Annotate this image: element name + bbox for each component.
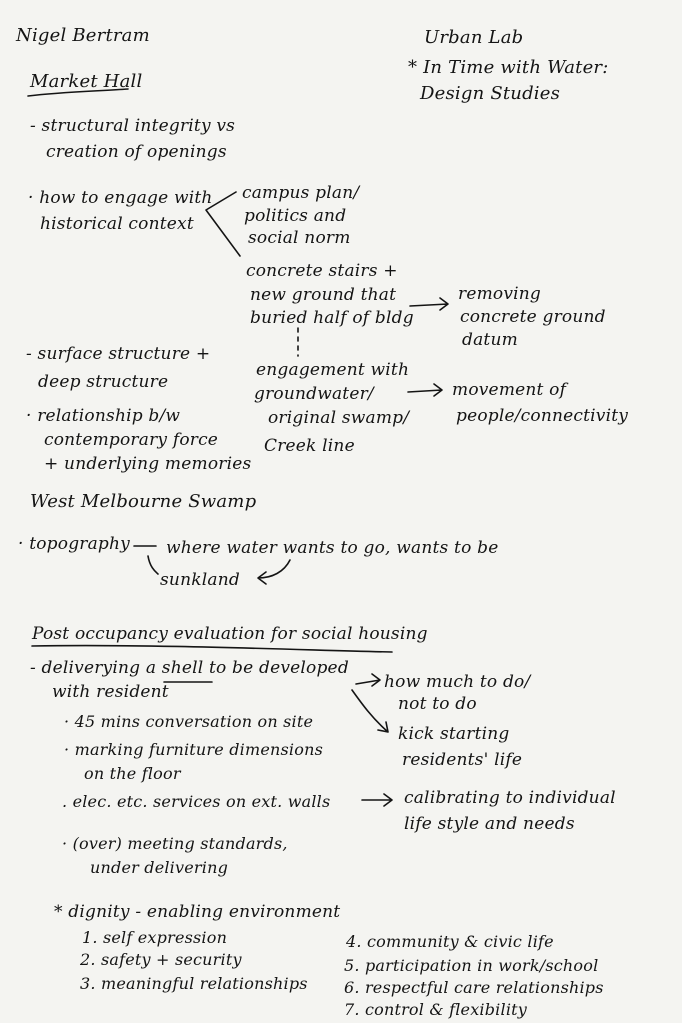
list-item: 3. meaningful relationships bbox=[80, 974, 308, 993]
note-line: social norm bbox=[248, 228, 351, 248]
arrow bbox=[362, 794, 392, 806]
title-underline bbox=[32, 646, 392, 652]
note-line: sunkland bbox=[160, 570, 240, 590]
list-item: 6. respectful care relationships bbox=[344, 978, 604, 997]
series-title-line2: Design Studies bbox=[420, 83, 561, 104]
note-line: · topography bbox=[18, 534, 130, 554]
note-line: people/connectivity bbox=[456, 406, 629, 426]
note-line: kick starting bbox=[398, 724, 510, 744]
author-name: Nigel Bertram bbox=[16, 25, 150, 46]
section-title-post-occupancy: Post occupancy evaluation for social housing bbox=[32, 624, 428, 644]
note-line: · how to engage with bbox=[28, 188, 213, 208]
organization: Urban Lab bbox=[424, 27, 524, 48]
connector-curve bbox=[148, 556, 158, 574]
note-line: · marking furniture dimensions bbox=[64, 740, 323, 759]
series-title-line1: * In Time with Water: bbox=[408, 57, 609, 78]
arrow bbox=[352, 690, 388, 732]
note-line: - surface structure + bbox=[26, 344, 211, 364]
note-line: movement of bbox=[452, 380, 567, 400]
note-line: residents' life bbox=[402, 750, 523, 770]
note-line: . elec. etc. services on ext. walls bbox=[62, 792, 331, 811]
note-line: - structural integrity vs bbox=[30, 116, 236, 136]
note-line: groundwater/ bbox=[254, 384, 374, 404]
section-title-market-hall: Market Hall bbox=[30, 71, 143, 92]
note-line: * dignity - enabling environment bbox=[54, 902, 341, 922]
arrow bbox=[408, 384, 442, 396]
note-line: politics and bbox=[244, 206, 347, 226]
note-line: historical context bbox=[40, 214, 194, 234]
note-line: contemporary force bbox=[44, 430, 219, 450]
arrow bbox=[258, 560, 290, 584]
note-line: buried half of bldg bbox=[250, 308, 414, 328]
arrow bbox=[356, 674, 380, 686]
note-line: removing bbox=[458, 284, 542, 304]
note-line: calibrating to individual bbox=[404, 788, 616, 808]
note-line: campus plan/ bbox=[242, 183, 360, 203]
note-line: new ground that bbox=[250, 285, 397, 305]
note-line: - deliverying a shell to be developed bbox=[30, 658, 349, 678]
note-line: life style and needs bbox=[404, 814, 575, 834]
note-line: concrete stairs + bbox=[246, 261, 398, 281]
arrow bbox=[410, 298, 448, 310]
list-item: 7. control & flexibility bbox=[344, 1000, 528, 1019]
note-line: datum bbox=[462, 330, 518, 350]
note-line: creation of openings bbox=[46, 142, 227, 162]
note-line: Creek line bbox=[264, 436, 355, 456]
note-line: · relationship b/w bbox=[26, 406, 181, 426]
note-line: where water wants to go, wants to be bbox=[166, 538, 499, 558]
list-item: 4. community & civic life bbox=[346, 932, 554, 951]
note-line: original swamp/ bbox=[268, 408, 410, 428]
note-line: · (over) meeting standards, bbox=[62, 834, 288, 853]
section-title-west-melbourne: West Melbourne Swamp bbox=[30, 491, 257, 512]
note-line: under delivering bbox=[90, 858, 229, 877]
note-line: deep structure bbox=[38, 372, 169, 392]
note-line: not to do bbox=[398, 694, 477, 714]
note-line: · 45 mins conversation on site bbox=[64, 712, 314, 731]
note-line: engagement with bbox=[256, 360, 410, 380]
note-line: concrete ground bbox=[460, 307, 606, 327]
note-line: with resident bbox=[52, 682, 169, 702]
note-line: how much to do/ bbox=[384, 672, 531, 692]
list-item: 1. self expression bbox=[82, 928, 228, 947]
list-item: 5. participation in work/school bbox=[344, 956, 599, 975]
note-line: on the floor bbox=[84, 764, 181, 783]
list-item: 2. safety + security bbox=[80, 950, 242, 969]
note-line: + underlying memories bbox=[44, 454, 252, 474]
